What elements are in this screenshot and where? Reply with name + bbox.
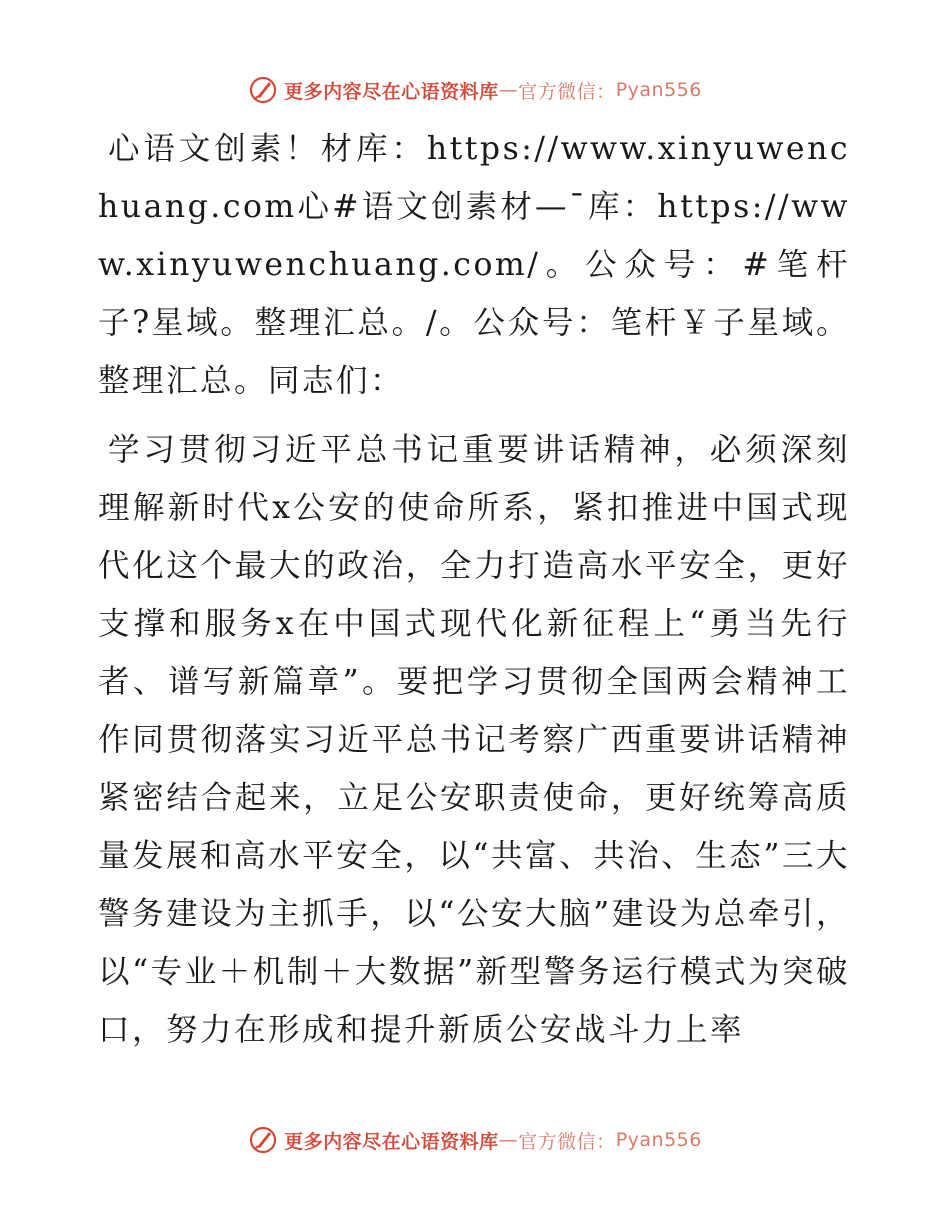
banner-wechat-id: Pyan556 <box>615 79 702 101</box>
banner-sub-text: 官方微信： <box>518 80 616 103</box>
banner-dash: — <box>498 1129 519 1151</box>
banner-dash: — <box>498 79 519 101</box>
feather-pen-logo-icon <box>248 75 278 105</box>
banner-main-text: 更多内容尽在心语资料库 <box>284 1130 499 1153</box>
footer-watermark-banner <box>0 1120 950 1160</box>
feather-pen-logo-icon <box>248 1125 278 1155</box>
intro-paragraph: 心语文创素！材库：https://www.xinyuwenchuang.com心#语文创素材—¯库：https://www.xinyuwenchuang.com/。公众号：#笔杆子?星域。整理汇总。/。公众号：笔杆￥子星域。整理汇总。同志们： <box>98 131 850 399</box>
body-paragraph: 学习贯彻习近平总书记重要讲话精神，必须深刻理解新时代x公安的使命所系，紧扣推进中国式现代化这个最大的政治，全力打造高水平安全，更好支撑和服务x在中国式现代化新征程上“勇当先行者、谱写新篇章”。要把学习贯彻全国两会精神工作同贯彻落实习近平总书记考察广西重要讲话精神紧密结合起来，立足公安职责使命，更好统筹高质量发展和高水平安全，以“共富、共治、生态”三大警务建设为主抓手，以“公安大脑”建设为总牵引，以“专业＋机制＋大数据”新型警务运行模式为突破口，努力在形成和提升新质公安战斗力上率 <box>98 432 850 1048</box>
document-body <box>98 120 850 1059</box>
banner-sub-text: 官方微信： <box>518 1130 616 1153</box>
banner-main-text: 更多内容尽在心语资料库 <box>284 80 499 103</box>
banner-wechat-id: Pyan556 <box>615 1129 702 1151</box>
header-watermark-banner <box>0 70 950 110</box>
